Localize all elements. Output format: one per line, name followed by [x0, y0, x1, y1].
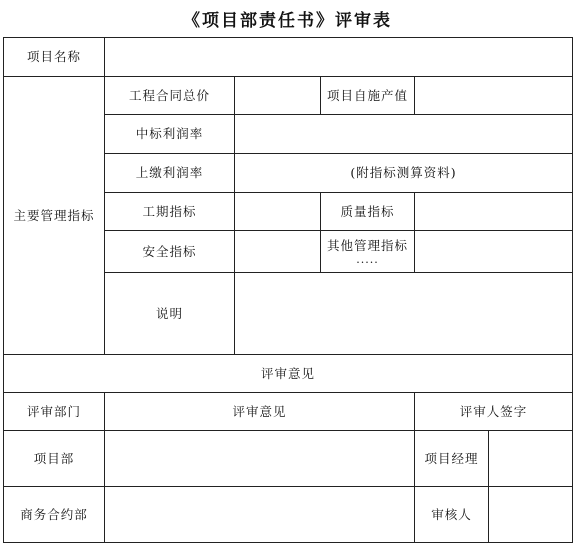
- quality-label: 质量指标: [321, 193, 415, 231]
- other-indicators-cell: [321, 231, 415, 273]
- review-opinion-header: 评审意见: [105, 393, 415, 431]
- contract-row: [4, 77, 573, 115]
- review-entry-row: [4, 487, 573, 543]
- remarks-field[interactable]: [235, 273, 573, 355]
- review-dept-header: 评审部门: [4, 393, 105, 431]
- self-output-label: 项目自施产值: [321, 77, 415, 115]
- reviewer-signature-field[interactable]: [489, 487, 573, 543]
- remit-profit-label: 上缴利润率: [105, 154, 235, 193]
- reviewer-signature-field[interactable]: [489, 431, 573, 487]
- review-dept: 项目部: [4, 431, 105, 487]
- schedule-field[interactable]: [235, 193, 321, 231]
- other-indicators-label: 其他管理指标: [326, 237, 408, 253]
- review-section-title: 评审意见: [4, 355, 573, 393]
- project-name-field[interactable]: [105, 38, 573, 77]
- remarks-label: 说明: [105, 273, 235, 355]
- bid-profit-field[interactable]: [235, 115, 573, 154]
- review-entry-row: [4, 431, 573, 487]
- review-section-row: [4, 355, 573, 393]
- contract-total-field[interactable]: [235, 77, 321, 115]
- other-indicators-field[interactable]: [415, 231, 573, 273]
- contract-total-label: 工程合同总价: [105, 77, 235, 115]
- bid-profit-label: 中标利润率: [105, 115, 235, 154]
- review-form-table: [3, 37, 573, 543]
- schedule-label: 工期指标: [105, 193, 235, 231]
- reviewer-role: 项目经理: [415, 431, 489, 487]
- safety-label: 安全指标: [105, 231, 235, 273]
- review-header-row: [4, 393, 573, 431]
- remit-profit-note[interactable]: (附指标测算资料): [235, 154, 573, 193]
- project-name-row: [4, 38, 573, 77]
- reviewer-signature-header: 评审人签字: [415, 393, 573, 431]
- review-dept: 商务合约部: [4, 487, 105, 543]
- self-output-field[interactable]: [415, 77, 573, 115]
- safety-field[interactable]: [235, 231, 321, 273]
- form-title: 《项目部责任书》评审表: [183, 11, 392, 31]
- other-indicators-ellipsis: .....: [356, 252, 379, 266]
- quality-field[interactable]: [415, 193, 573, 231]
- main-indicators-label: 主要管理指标: [4, 77, 105, 355]
- reviewer-role: 审核人: [415, 487, 489, 543]
- review-opinion-field[interactable]: [105, 487, 415, 543]
- project-name-label: 项目名称: [4, 38, 105, 77]
- review-opinion-field[interactable]: [105, 431, 415, 487]
